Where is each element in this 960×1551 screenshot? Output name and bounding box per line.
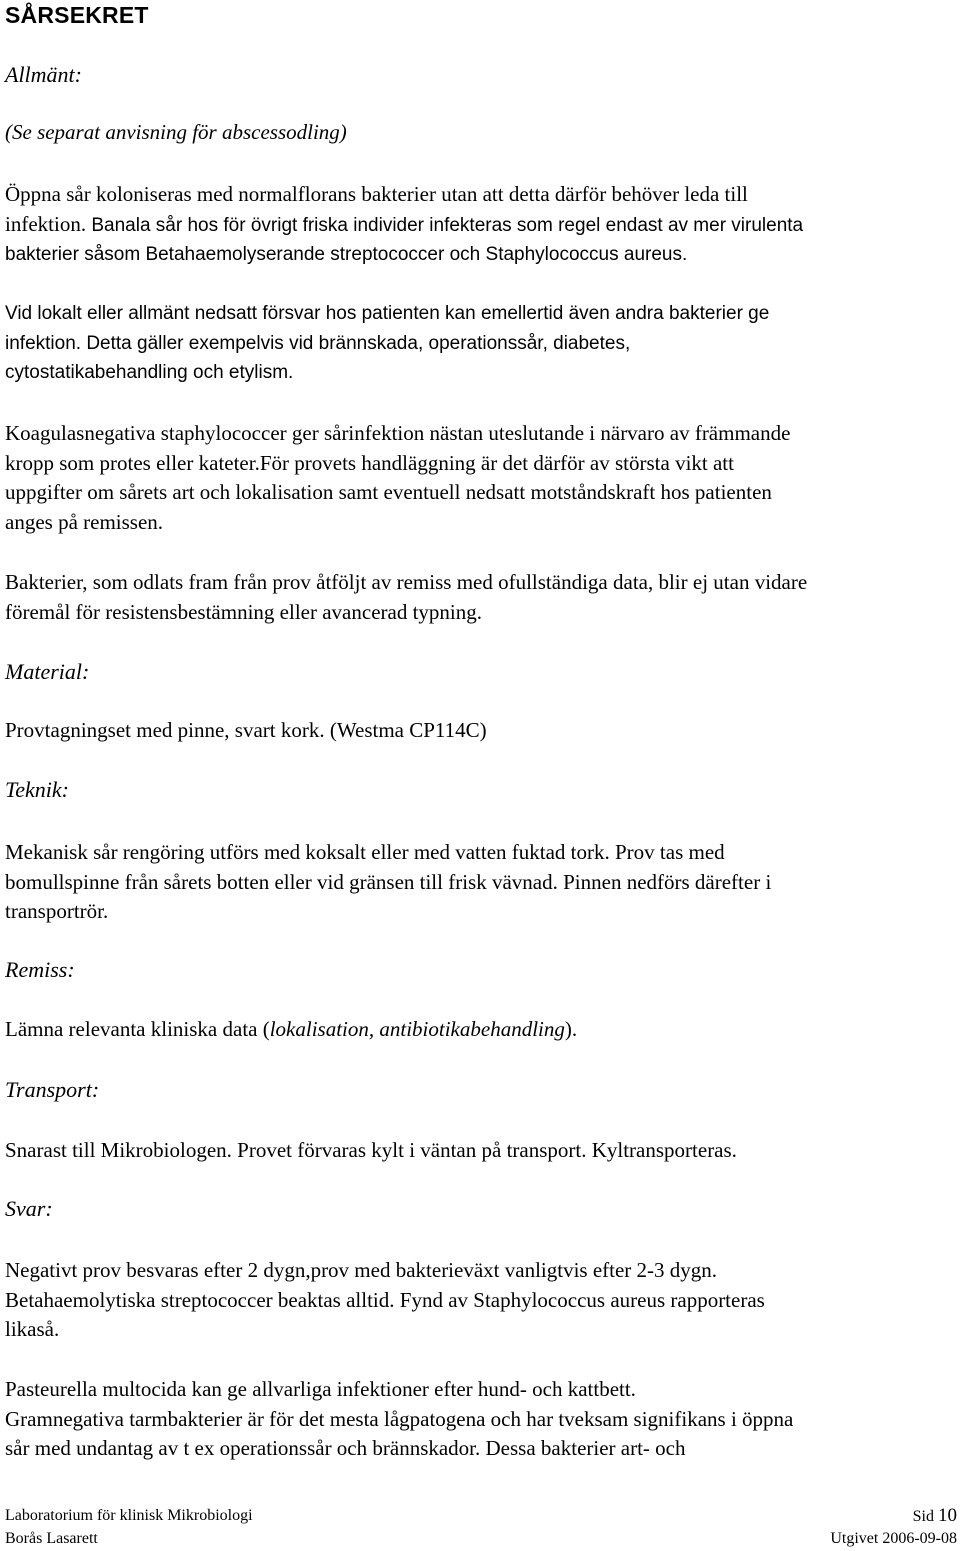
- text-line: Betahaemolytiska streptococcer beaktas alltid. Fynd av Staphylococcus aureus rapporteras: [5, 1287, 765, 1312]
- footer-issued-date: Utgivet 2006-09-08: [830, 1530, 957, 1547]
- footer-lab-name: Laboratorium för klinisk Mikrobiologi: [5, 1507, 253, 1524]
- footer-sid-number: 10: [938, 1505, 957, 1526]
- text-span: Lämna relevanta kliniska data (: [5, 1017, 270, 1041]
- text-line: Bakterier, som odlats fram från prov åtföljt av remiss med ofullständiga data, blir ej utan vidare: [5, 570, 808, 594]
- text-line: anges på remissen.: [5, 509, 164, 534]
- text-line: transportrör.: [5, 899, 109, 923]
- text-line: likaså.: [5, 1317, 60, 1341]
- material-text: Provtagningset med pinne, svart kork. (Westma CP114C): [5, 718, 487, 742]
- document-title: SÅRSEKRET: [5, 2, 149, 28]
- footer-row: [5, 1528, 957, 1550]
- text-line: uppgifter om sårets art och lokalisation samt eventuell nedsatt motståndskraft hos patienten: [5, 480, 772, 504]
- paragraph-intro: [5, 180, 950, 270]
- transport-text: Snarast till Mikrobiologen. Provet förvaras kylt i väntan på transport. Kyltransporteras.: [5, 1138, 737, 1162]
- teknik-heading: Teknik:: [5, 777, 69, 802]
- text-line: bakterier såsom Betahaemolyserande streptococcer och Staphylococcus aureus.: [5, 244, 688, 265]
- text-line: Koagulasnegativa staphylococcer ger sårinfektion nästan uteslutande i närvaro av främmande: [5, 421, 791, 445]
- text-line: föremål för resistensbestämning eller avancerad typning.: [5, 599, 482, 624]
- remiss-heading: Remiss:: [5, 957, 75, 982]
- text-line: [5, 210, 950, 241]
- paragraph-koagulas: [5, 419, 950, 537]
- footer-hospital: Borås Lasarett: [5, 1530, 98, 1547]
- text-line: Gramnegativa tarmbakterier är för det mesta lågpatogena och har tveksam signifikans i öppna: [5, 1406, 794, 1431]
- text-span: Banala sår hos för övrigt friska individer infekteras som regel endast av mer virulenta: [86, 214, 804, 236]
- text-line: Vid lokalt eller allmänt nedsatt försvar hos patienten kan emellertid även andra bakterier ge: [5, 303, 770, 324]
- text-line: Öppna sår koloniseras med normalflorans bakterier utan att detta därför behöver leda till: [5, 182, 748, 206]
- paragraph-pasteurella: [5, 1375, 950, 1464]
- remiss-text: [5, 1015, 950, 1045]
- footer-page-number: [913, 1505, 957, 1528]
- footer-row: [5, 1505, 957, 1528]
- text-line: sår med undantag av t ex operationssår och brännskador. Dessa bakterier art- och: [5, 1436, 686, 1460]
- paragraph-resistens: [5, 568, 950, 627]
- text-span-italic: lokalisation, antibiotikabehandling: [269, 1017, 565, 1041]
- transport-heading: Transport:: [5, 1077, 100, 1102]
- text-span: För provets handläggning är det därför av största vikt att: [259, 450, 734, 475]
- text-span: infektion.: [5, 332, 82, 354]
- paragraph-svar: [5, 1256, 950, 1345]
- footer-sid-label: Sid: [912, 1508, 934, 1525]
- paragraph-teknik: [5, 838, 950, 927]
- material-heading: Material:: [5, 659, 90, 684]
- text-line: [5, 329, 950, 359]
- text-line: cytostatikabehandling och etylism.: [5, 362, 294, 383]
- text-line: Mekanisk sår rengöring utförs med koksalt eller med vatten fuktad tork. Prov tas med: [5, 840, 725, 864]
- text-span: infektion.: [5, 211, 87, 236]
- text-span: kropp som protes eller kateter.: [5, 450, 260, 475]
- text-line: Pasteurella multocida kan ge allvarliga infektioner efter hund- och kattbett.: [5, 1377, 636, 1401]
- abscess-note: (Se separat anvisning för abscessodling): [5, 120, 347, 144]
- text-line: Negativt prov besvaras efter 2 dygn,prov med bakterieväxt vanligtvis efter 2-3 dygn.: [5, 1258, 718, 1282]
- text-span: ).: [564, 1017, 578, 1041]
- svar-heading: Svar:: [5, 1196, 53, 1221]
- allmant-heading: Allmänt:: [5, 62, 82, 87]
- page-footer: [5, 1505, 957, 1550]
- text-line: bomullspinne från sårets botten eller vid gränsen till frisk vävnad. Pinnen nedförs därefter i: [5, 869, 772, 894]
- paragraph-defense: [5, 299, 950, 388]
- text-line: [5, 449, 950, 479]
- text-span: Detta gäller exempelvis vid brännskada, operationssår, diabetes,: [81, 332, 631, 354]
